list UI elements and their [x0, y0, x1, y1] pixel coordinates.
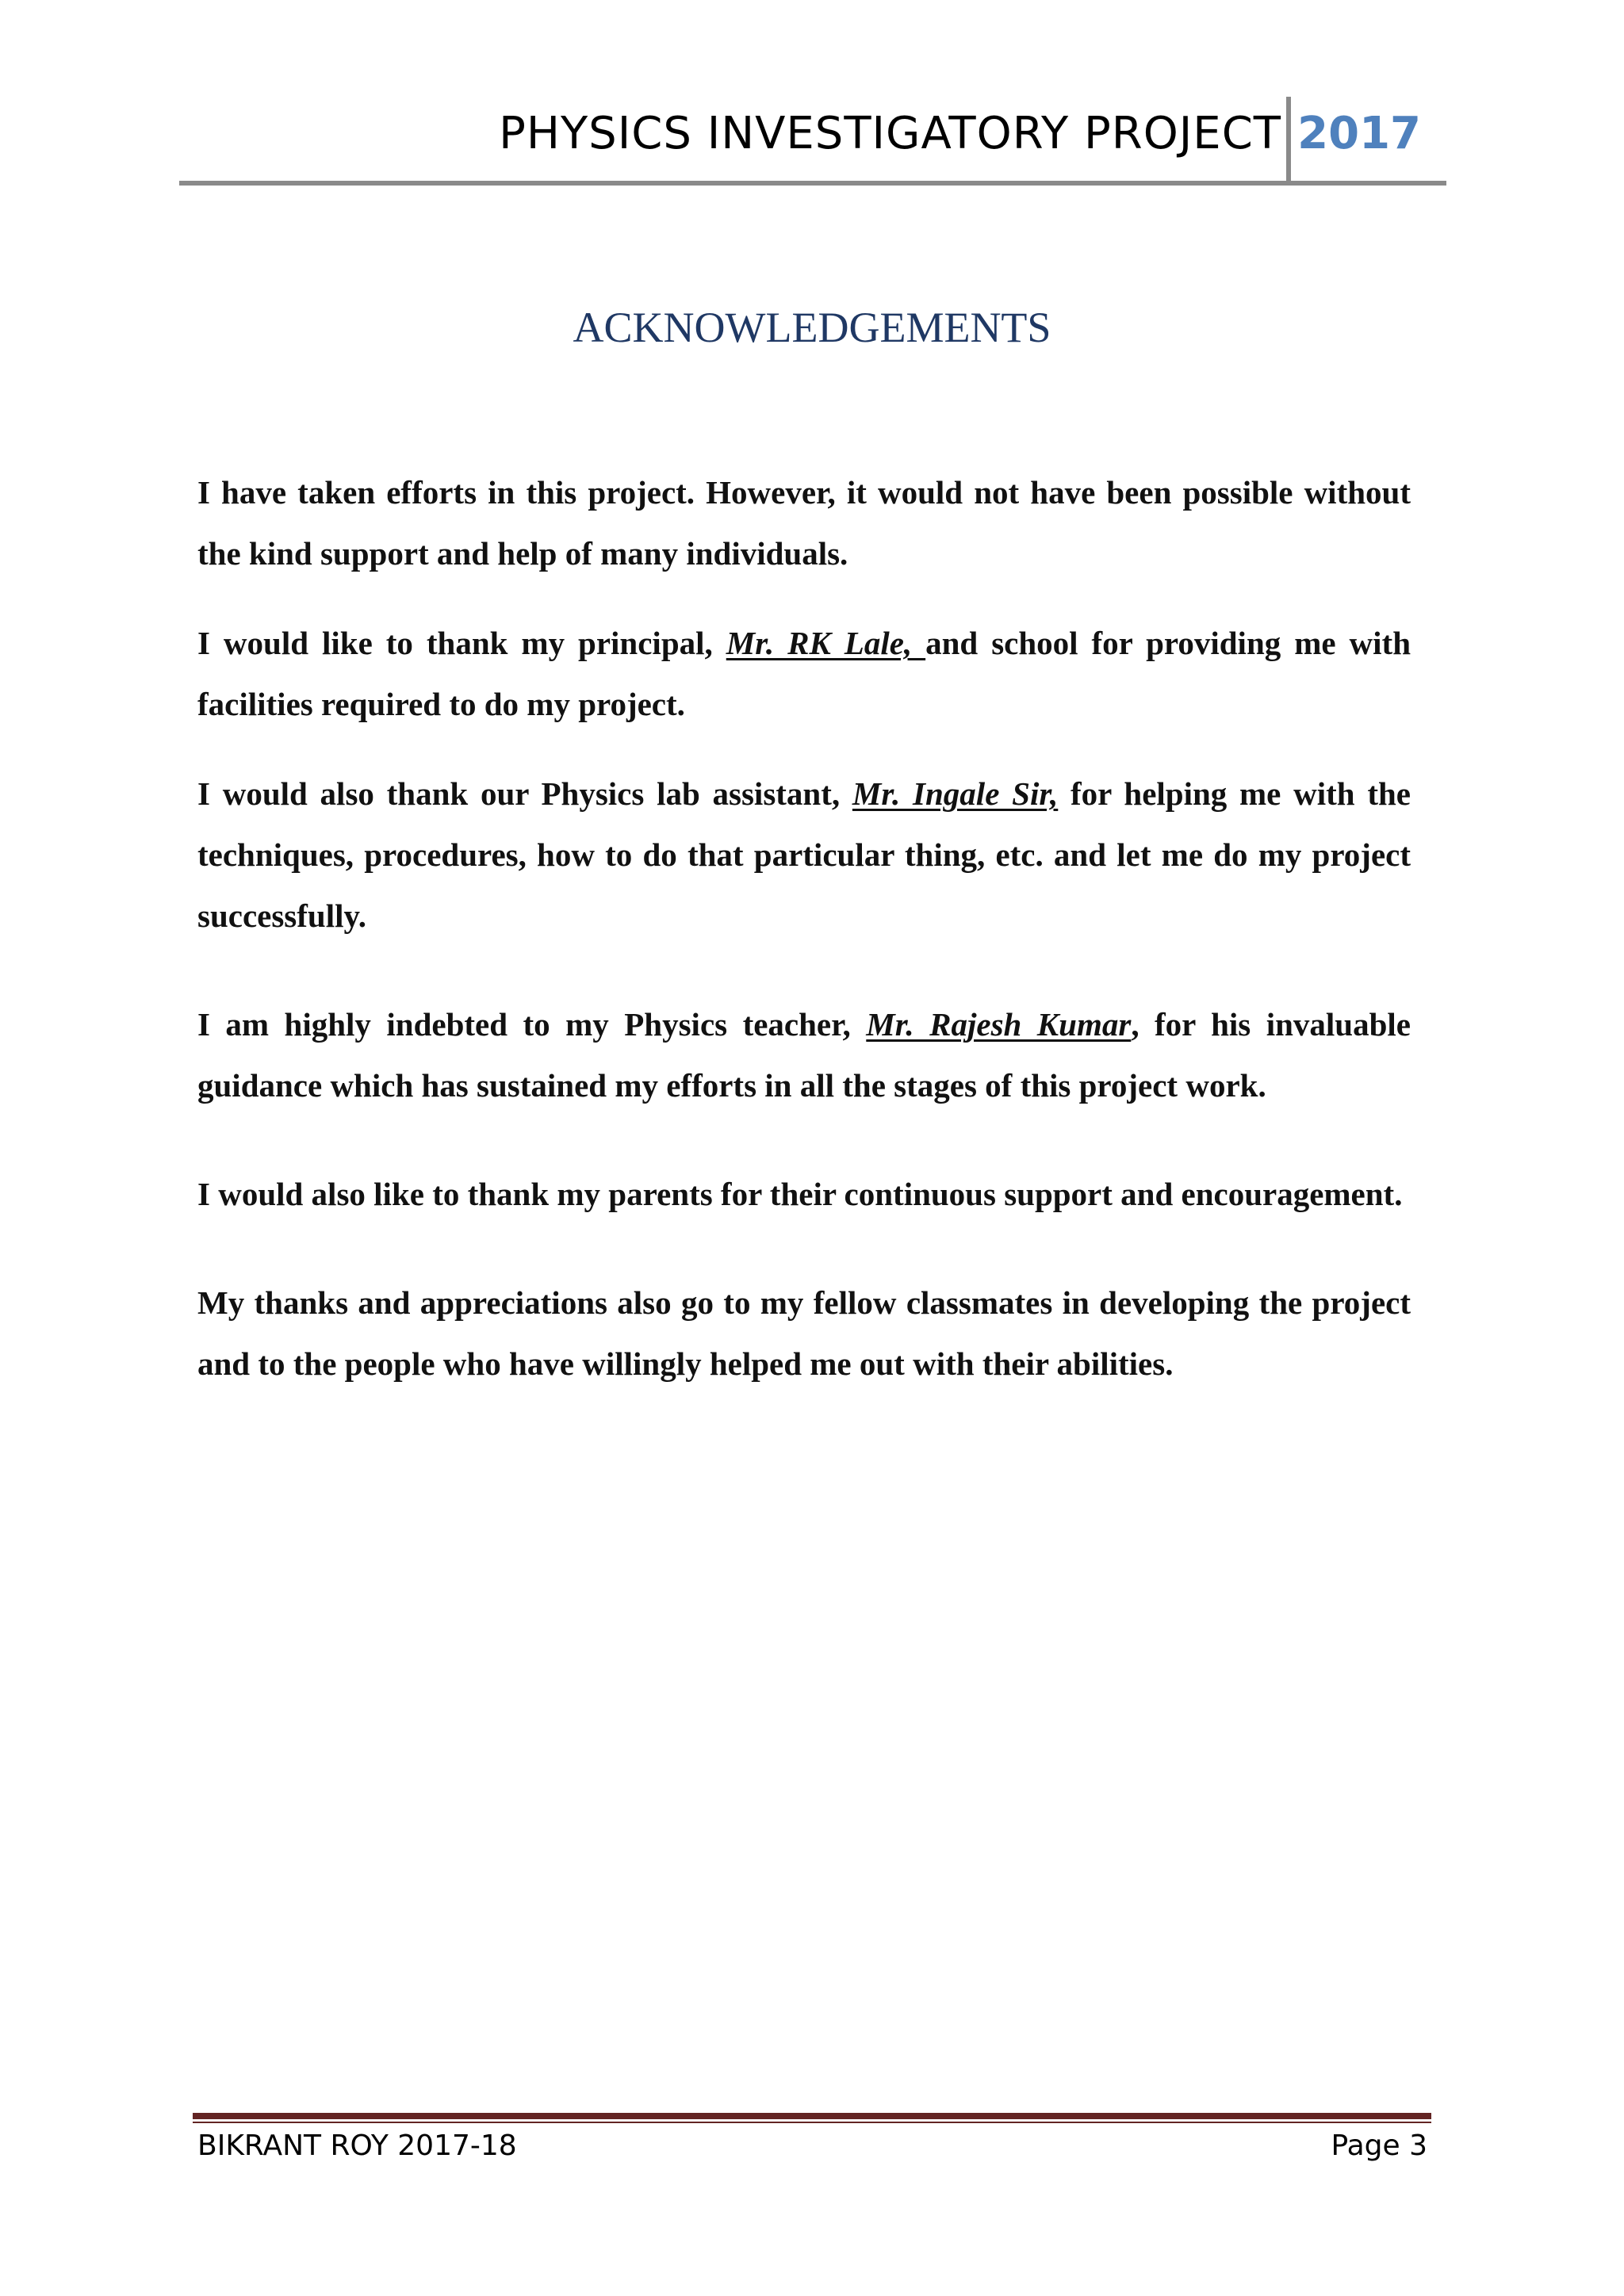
paragraph-text: , for his invaluable guidance which has sustained my efforts in all the stages of this project work. [197, 1006, 1411, 1104]
footer-author: BIKRANT ROY 2017-18 [197, 2130, 517, 2162]
paragraph-intro: I have taken efforts in this project. However, it would not have been possible without the kind support and help of many individuals. [197, 474, 1411, 572]
paragraph-teacher [197, 994, 1411, 1116]
paragraph-parents: I would also like to thank my parents for their continuous support and encouragement. [197, 1176, 1403, 1212]
paragraph-lab-assistant [197, 763, 1411, 947]
page-number: Page 3 [1331, 2130, 1427, 2162]
footer-rule [193, 2113, 1431, 2119]
footer-rule-thin [193, 2122, 1431, 2123]
paragraph-text: I would also thank our Physics lab assistant, [197, 775, 852, 812]
header-title: PHYSICS INVESTIGATORY PROJECT [499, 108, 1281, 159]
paragraph-text: I would like to thank my principal, [197, 625, 726, 661]
header-year: 2017 [1297, 108, 1421, 159]
paragraph-classmates: My thanks and appreciations also go to my fellow classmates in developing the project and to the people who have willingly helped me out with their abilities. [197, 1284, 1411, 1382]
paragraph-text: I am highly indebted to my Physics teacher, [197, 1006, 867, 1043]
teacher-name: Mr. Rajesh Kumar [866, 1006, 1132, 1043]
lab-assistant-name: Mr. Ingale Sir, [852, 775, 1059, 812]
header-separator [1286, 97, 1291, 181]
page-header [179, 97, 1446, 186]
document-body [197, 462, 1411, 1395]
paragraph-principal [197, 613, 1411, 735]
paragraph-text: for helping me with the techniques, procedures, how to do that particular thing, etc. and let me do my project successfully. [197, 775, 1411, 934]
paragraph-text: and school for providing me with facilities required to do my project. [197, 625, 1411, 722]
page-title: ACKNOWLEDGEMENTS [573, 304, 1051, 351]
principal-name: Mr. RK Lale, [726, 625, 926, 661]
